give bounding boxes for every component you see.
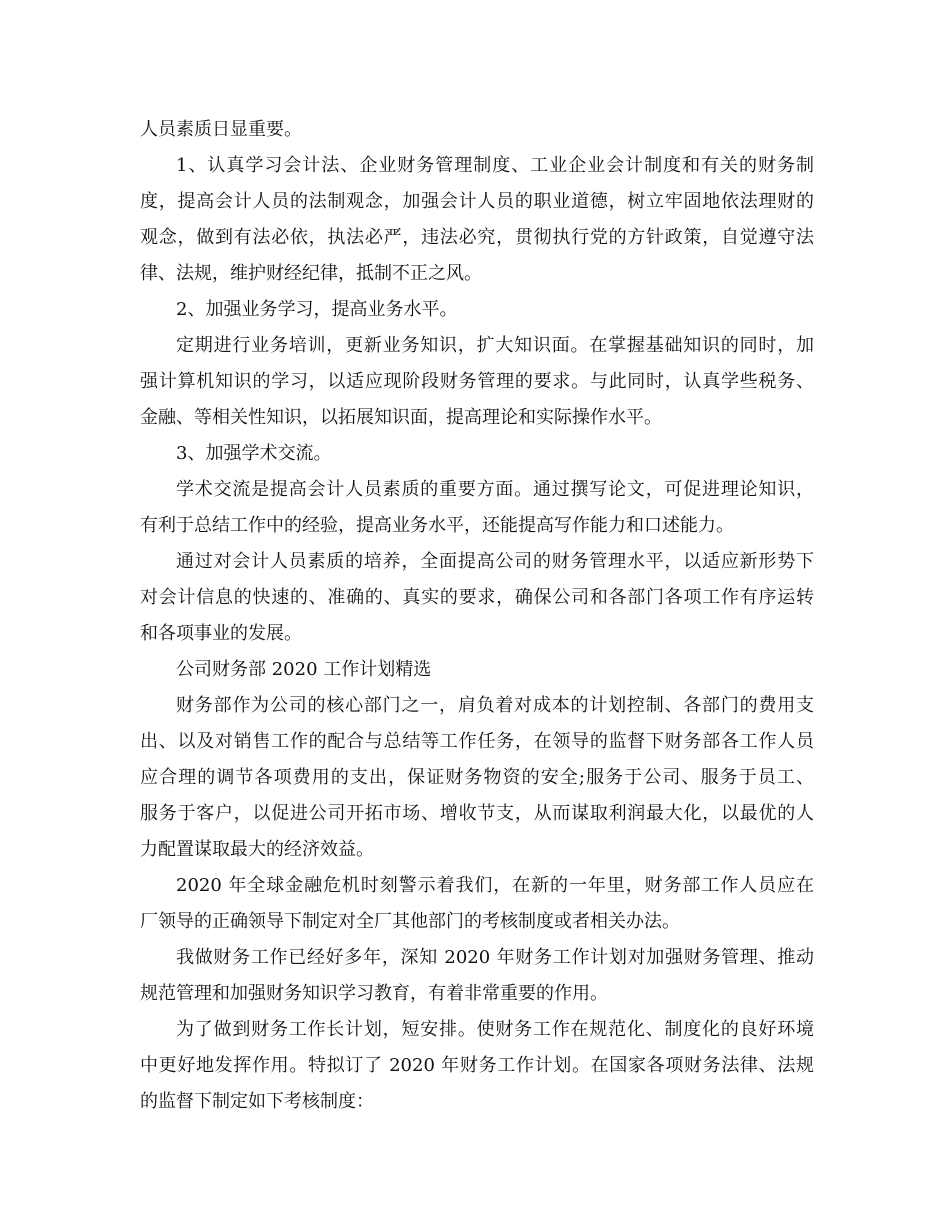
paragraph-line: 2、加强业务学习，提高业务水平。 (176, 299, 458, 320)
paragraph-line: 金融、等相关性知识，以拓展知识面，提高理论和实际操作水平。 (140, 407, 662, 428)
paragraph-line: 对会计信息的快速的、准确的、真实的要求，确保公司和各部门各项工作有序运转 (140, 587, 814, 608)
paragraph-line: 学术交流是提高会计人员素质的重要方面。通过撰写论文，可促进理论知识， (176, 479, 814, 500)
paragraph-line: 定期进行业务培训，更新业务知识，扩大知识面。在掌握基础知识的同时，加 (176, 335, 814, 356)
paragraph-line: 规范管理和加强财务知识学习教育，有着非常重要的作用。 (140, 983, 608, 1004)
paragraph-line: 中更好地发挥作用。特拟订了 2020 年财务工作计划。在国家各项财务法律、法规 (140, 1055, 814, 1076)
paragraph-line: 度，提高会计人员的法制观念，加强会计人员的职业道德，树立牢固地依法理财的 (140, 191, 814, 212)
paragraph-line: 财务部作为公司的核心部门之一，肩负着对成本的计划控制、各部门的费用支 (176, 695, 814, 716)
paragraph-line: 力配置谋取最大的经济效益。 (140, 839, 374, 860)
paragraph-line: 3、加强学术交流。 (176, 443, 332, 464)
paragraph-line: 为了做到财务工作长计划，短安排。使财务工作在规范化、制度化的良好环境 (176, 1019, 814, 1040)
paragraph-line: 厂领导的正确领导下制定对全厂其他部门的考核制度或者相关办法。 (140, 911, 680, 932)
paragraph-line: 和各项事业的发展。 (140, 623, 302, 644)
paragraph-line: 人员素质日显重要。 (140, 119, 302, 140)
paragraph-line: 我做财务工作已经好多年，深知 2020 年财务工作计划对加强财务管理、推动 (176, 947, 814, 968)
paragraph-line: 应合理的调节各项费用的支出，保证财务物资的安全;服务于公司、服务于员工、 (140, 767, 814, 788)
paragraph-line: 1、认真学习会计法、企业财务管理制度、工业企业会计制度和有关的财务制 (176, 155, 814, 176)
paragraph-line: 2020 年全球金融危机时刻警示着我们，在新的一年里，财务部工作人员应在 (176, 875, 814, 896)
paragraph-line: 观念，做到有法必依，执法必严，违法必究，贯彻执行党的方针政策，自觉遵守法 (140, 227, 814, 248)
paragraph-line: 有利于总结工作中的经验，提高业务水平，还能提高写作能力和口述能力。 (140, 515, 734, 536)
paragraph-line: 的监督下制定如下考核制度： (140, 1091, 374, 1112)
paragraph-line: 律、法规，维护财经纪律，抵制不正之风。 (140, 263, 482, 284)
paragraph-line: 强计算机知识的学习，以适应现阶段财务管理的要求。与此同时，认真学些税务、 (140, 371, 814, 392)
paragraph-line: 通过对会计人员素质的培养，全面提高公司的财务管理水平，以适应新形势下 (176, 551, 814, 572)
paragraph-line: 公司财务部 2020 工作计划精选 (176, 659, 432, 680)
paragraph-line: 服务于客户，以促进公司开拓市场、增收节支，从而谋取利润最大化，以最优的人 (140, 803, 814, 824)
paragraph-line: 出、以及对销售工作的配合与总结等工作任务，在领导的监督下财务部各工作人员 (140, 731, 814, 752)
